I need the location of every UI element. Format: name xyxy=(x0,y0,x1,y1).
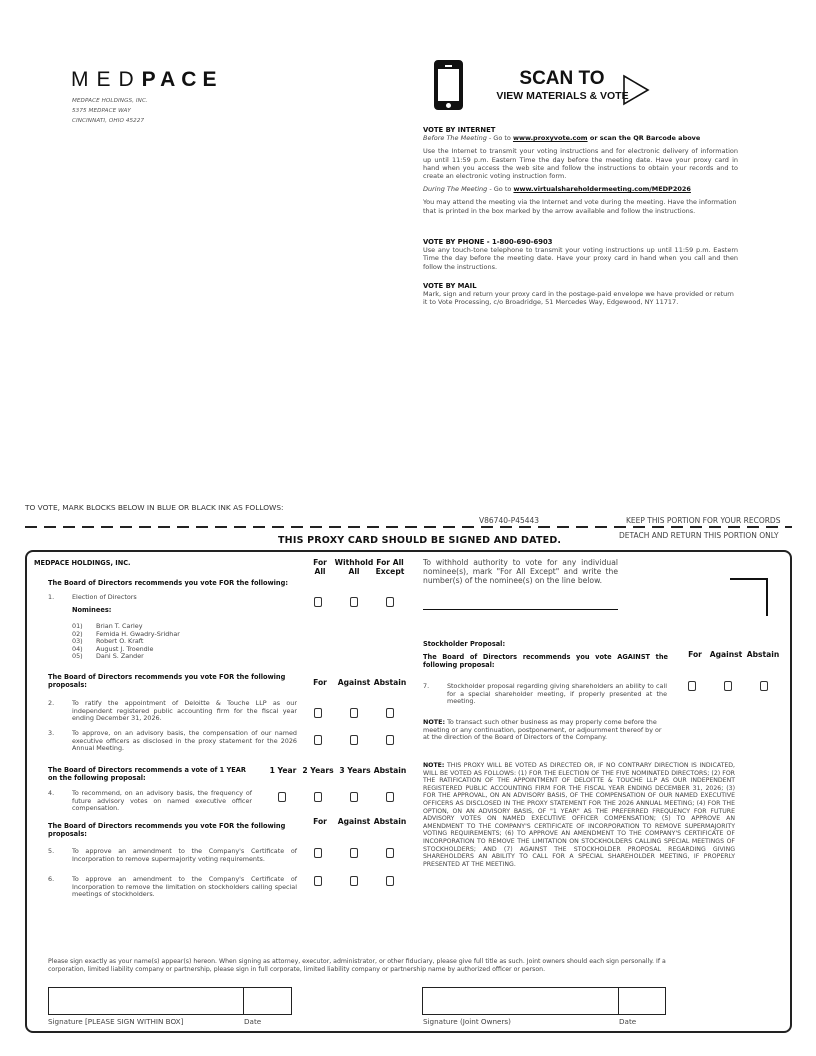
checkbox-proposal-3-against[interactable] xyxy=(350,735,358,745)
section-heading: VOTE BY PHONE - 1-800-690-6903 xyxy=(423,238,553,246)
col-3-years: 3 Years xyxy=(339,766,371,775)
item-number: 3. xyxy=(48,729,55,737)
checkbox-proposal-4-1-year[interactable] xyxy=(278,792,286,802)
proposals-b-recommendation: The Board of Directors recommends you vote FOR the following proposals: xyxy=(48,822,286,838)
col-for: For xyxy=(313,678,327,687)
checkbox-withhold-all[interactable] xyxy=(350,597,358,607)
checkbox-proposal-6-against[interactable] xyxy=(350,876,358,886)
checkbox-proposal-4-2-years[interactable] xyxy=(314,792,322,802)
proposal-6-text: To approve an amendment to the Company's Certificate of Incorporation to remove the limitation on stockholders calling special meetings of stockholders. xyxy=(72,875,297,898)
directors-recommendation: The Board of Directors recommends you vote FOR the following: xyxy=(48,579,288,587)
address-line: 5375 MEDPACE WAY xyxy=(72,108,131,114)
checkbox-proposal-5-abstain[interactable] xyxy=(386,848,394,858)
date-box[interactable] xyxy=(243,987,292,1015)
signature-label: Signature [PLEASE SIGN WITHIN BOX] xyxy=(48,1017,184,1026)
company-address xyxy=(72,96,148,126)
nominee-list xyxy=(72,623,180,661)
scan-subtitle: VIEW MATERIALS & VOTE xyxy=(496,90,629,102)
section-heading: VOTE BY INTERNET xyxy=(423,126,496,134)
phone-body: Use any touch-tone telephone to transmit your voting instructions up until 11:59 p.m. Eastern Time the day before the meeting date. Have your proxy card in hand when you call and then follow the instructions. xyxy=(423,246,738,271)
item-number: 2. xyxy=(48,699,55,707)
joint-date-box[interactable] xyxy=(618,987,666,1015)
note-other-business: NOTE: To transact such other business as may properly come before the meeting or any continuation, postponement, or adjournment thereof by or at the direction of the Board of Directors of the Company. xyxy=(423,718,662,741)
control-number: V86740-P45443 xyxy=(476,516,542,525)
proposals-a-recommendation: The Board of Directors recommends you vote FOR the following proposals: xyxy=(48,673,286,689)
medpace-logo xyxy=(71,68,222,92)
checkbox-proposal-2-against[interactable] xyxy=(350,708,358,718)
checkbox-proposal-3-abstain[interactable] xyxy=(386,735,394,745)
logo-text-pace: PACE xyxy=(141,68,223,91)
nominees-label: Nominees: xyxy=(72,606,112,614)
checkbox-for-all-except[interactable] xyxy=(386,597,394,607)
detach-return-label: DETACH AND RETURN THIS PORTION ONLY xyxy=(619,531,779,540)
checkbox-proposal-4-3-years[interactable] xyxy=(350,792,358,802)
checkbox-proposal-2-abstain[interactable] xyxy=(386,708,394,718)
col-against: Against xyxy=(709,650,743,659)
address-line: MEDPACE HOLDINGS, INC. xyxy=(72,98,148,104)
col-1-year: 1 Year xyxy=(269,766,297,775)
checkbox-proposal-7-abstain[interactable] xyxy=(760,681,768,691)
vote-by-phone xyxy=(423,238,738,271)
proposal-2-text: To ratify the appointment of Deloitte & Touche LLP as our independent registered public accounting firm for the fiscal year ending December 31, 2026. xyxy=(72,699,297,722)
checkbox-proposal-5-against[interactable] xyxy=(350,848,358,858)
proposal-3-text: To approve, on an advisory basis, the compensation of our named executive officers as disclosed in the proxy statement for the 2026 Annual Meeting. xyxy=(72,729,297,752)
play-triangle-icon xyxy=(622,74,650,106)
col-for: For xyxy=(313,817,327,826)
col-against: Against xyxy=(337,817,371,826)
note-default-voting: NOTE: THIS PROXY WILL BE VOTED AS DIRECTED OR, IF NO CONTRARY DIRECTION IS INDICATED, WILL BE VOTED AS FOLLOWS: (1) FOR THE ELECTION OF THE FIVE NOMINATED DIRECTORS; (2) FOR THE RATIFICATION OF THE APPOINTMENT OF DELOITTE & TOUCHE LLP AS OUR INDEPENDENT REGISTERED PUBLIC ACCOUNTING FIRM FOR THE FISCAL YEAR ENDING DECEMBER 31, 2026; (3) FOR THE APPROVAL, ON AN ADVISORY BASIS, OF THE COMPENSATION OF OUR NAMED EXECUTIVE OFFICERS AS DISCLOSED IN THE PROXY STATEMENT FOR THE 2026 ANNUAL MEETING; (4) FOR THE OPTION, ON AN ADVISORY BASIS, OF "1 YEAR" AS THE PREFERRED FREQUENCY FOR FUTURE ADVISORY VOTES ON NAMED EXECUTIVE OFFICER COMPENSATION; (5) TO APPROVE AN AMENDMENT TO THE COMPANY'S CERTIFICATE OF INCORPORATION TO REMOVE SUPERMAJORITY VOTING REQUIREMENTS; (6) TO APPROVE AN AMENDMENT TO THE COMPANY'S CERTIFICATE OF INCORPORATION TO REMOVE THE LIMITATION ON STOCKHOLDERS CALLING SPECIAL MEETINGS OF STOCKHOLDERS; AND (7) AGAINST THE STOCKHOLDER PROPOSAL REGARDING GIVING SHAREHOLDERS AN ABILITY TO CALL FOR A SPECIAL SHAREHOLDER MEETING, IF PROPERLY PRESENTED AT THE MEETING. xyxy=(423,762,735,868)
checkbox-proposal-7-for[interactable] xyxy=(688,681,696,691)
before-meeting-label: Before The Meeting xyxy=(423,134,487,143)
item-number: 7. xyxy=(423,682,430,690)
joint-signature-box[interactable] xyxy=(422,987,619,1015)
col-against: Against xyxy=(337,678,371,687)
stockholder-proposal-label: Stockholder Proposal: xyxy=(423,640,506,648)
item-number: 5. xyxy=(48,847,55,855)
nominee-exception-line[interactable] xyxy=(423,609,618,610)
during-meeting-label: During The Meeting xyxy=(423,185,488,194)
col-abstain: Abstain xyxy=(746,650,780,659)
proposal-7-text: Stockholder proposal regarding giving shareholders an ability to call for a special shareholder meeting, if properly presented at the meeting. xyxy=(447,682,667,705)
checkbox-proposal-5-for[interactable] xyxy=(314,848,322,858)
virtual-meeting-link[interactable]: www.virtualshareholdermeeting.com/MEDP2026 xyxy=(513,185,691,194)
checkbox-proposal-6-for[interactable] xyxy=(314,876,322,886)
stockholder-recommendation: The Board of Directors recommends you vote AGAINST the following proposal: xyxy=(423,653,668,669)
signature-box[interactable] xyxy=(48,987,244,1015)
col-abstain: Abstain xyxy=(373,678,407,687)
vote-by-internet xyxy=(423,126,738,215)
item-number: 1. xyxy=(48,593,55,601)
col-abstain: Abstain xyxy=(373,817,407,826)
vote-by-mail xyxy=(423,282,738,307)
frequency-recommendation: The Board of Directors recommends a vote of 1 YEAR on the following proposal: xyxy=(48,766,246,782)
checkbox-for-all[interactable] xyxy=(314,597,322,607)
date-label: Date xyxy=(244,1017,262,1026)
checkbox-proposal-4-abstain[interactable] xyxy=(386,792,394,802)
col-2-years: 2 Years xyxy=(302,766,334,775)
mark-instructions: TO VOTE, MARK BLOCKS BELOW IN BLUE OR BLACK INK AS FOLLOWS: xyxy=(25,503,284,512)
col-for-all-except: For All Except xyxy=(375,558,405,576)
signature-instructions: Please sign exactly as your name(s) appear(s) hereon. When signing as attorney, executor, administrator, or other fiduciary, please give full title as such. Joint owners should each sign personally. If a corporation, limited liability company or partnership, please sign in full corporate, limited liability company or partnership name by authorized officer or person. xyxy=(48,958,666,973)
card-company-name: MEDPACE HOLDINGS, INC. xyxy=(34,559,131,567)
go-to-text: - Go to xyxy=(487,185,514,194)
detach-dashed-line xyxy=(25,526,792,528)
logo-text-med: MED xyxy=(71,68,142,91)
nominee-item: 03) Robert O. Kraft xyxy=(72,637,144,645)
item-election-of-directors: Election of Directors xyxy=(72,593,137,601)
checkbox-proposal-7-against[interactable] xyxy=(724,681,732,691)
qr-instruction: or scan the QR Barcode above xyxy=(587,134,701,143)
withhold-instruction: To withhold authority to vote for any individual nominee(s), mark "For All Except" and write the number(s) of the nominee(s) on the line below. xyxy=(423,558,618,585)
proxyvote-link[interactable]: www.proxyvote.com xyxy=(512,134,588,143)
keep-portion-label: KEEP THIS PORTION FOR YOUR RECORDS xyxy=(626,516,781,525)
scan-title: SCAN TO xyxy=(519,68,605,89)
col-withhold-all: Withhold All xyxy=(334,558,374,576)
joint-date-label: Date xyxy=(619,1017,637,1026)
proposal-4-text: To recommend, on an advisory basis, the frequency of future advisory votes on named executive officer compensation. xyxy=(72,789,252,812)
must-sign-heading: THIS PROXY CARD SHOULD BE SIGNED AND DATED. xyxy=(278,535,562,546)
nominee-item: 01) Brian T. Carley xyxy=(72,622,143,630)
during-meeting-body: You may attend the meeting via the Internet and vote during the meeting. Have the information that is printed in the box marked by the arrow available and follow the instructions. xyxy=(423,198,737,215)
col-for-all: For All xyxy=(313,558,327,576)
checkbox-proposal-2-for[interactable] xyxy=(314,708,322,718)
item-number: 4. xyxy=(48,789,55,797)
proposal-5-text: To approve an amendment to the Company's Certificate of Incorporation to remove supermajority voting requirements. xyxy=(72,847,297,863)
col-for: For xyxy=(688,650,702,659)
nominee-item: 04) August J. Troendle xyxy=(72,644,154,653)
joint-signature-label: Signature (Joint Owners) xyxy=(423,1017,511,1026)
checkbox-proposal-6-abstain[interactable] xyxy=(386,876,394,886)
nominee-item: 02) Femida H. Gwadry-Sridhar xyxy=(72,629,180,638)
go-to-text: - Go to xyxy=(486,134,513,143)
smartphone-icon xyxy=(434,60,463,110)
internet-body: Use the Internet to transmit your voting instructions and for electronic delivery of information up until 11:59 p.m. Eastern Time the day before the meeting date. Have your proxy card in hand when you access the web site and follow the instructions to obtain your records and to create an electronic voting instruction form. xyxy=(423,147,738,181)
checkbox-proposal-3-for[interactable] xyxy=(314,735,322,745)
nominee-item: 05) Dani S. Zander xyxy=(72,652,144,660)
mail-body: Mark, sign and return your proxy card in the postage-paid envelope we have provided or return it to Vote Processing, c/o Broadridge, 51 Mercedes Way, Edgewood, NY 11717. xyxy=(423,290,734,307)
section-heading: VOTE BY MAIL xyxy=(423,282,477,290)
col-abstain: Abstain xyxy=(373,766,407,775)
address-line: CINCINNATI, OHIO 45227 xyxy=(72,118,145,124)
corner-registration-mark xyxy=(730,578,768,616)
item-number: 6. xyxy=(48,875,55,883)
